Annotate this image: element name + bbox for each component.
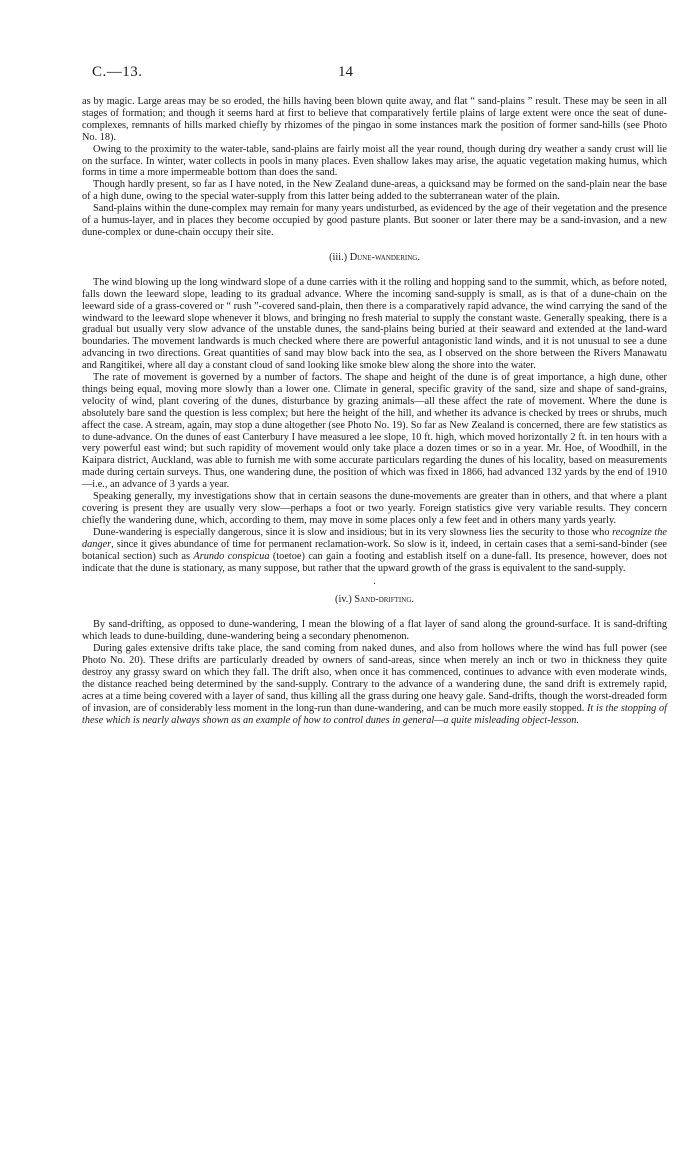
paragraph: as by magic. Large areas may be so eroded, the hills having been blown quite away, and flat “ sand-plains ” result. These may be seen in all stages of formation; and though it seems hard at first to believe that comparatively fertile plains of large extent were once the seat of dune-complexes, remnants of hills marked chiefly by rhizomes of the pingao in some instances mark the position of former sand-hills (see Photo No. 18). [82, 96, 667, 143]
species-name: Arundo conspicua [193, 550, 270, 562]
paragraph: By sand-drifting, as opposed to dune-wandering, I mean the blowing of a flat layer of sand along the ground-surface. It is sand-drifting which leads to dune-building, dune-wandering being a secondary phenomenon. [82, 619, 667, 643]
text-run: , since it gives abundance of time for permanent reclamation-work. So slow is it, indeed, in certain cases that a semi-sand-binder (see botanical section) such as [82, 538, 667, 562]
section-title: Dune-wandering. [349, 251, 420, 263]
paragraph: Owing to the proximity to the water-table, sand-plains are fairly moist all the year round, though during dry weather a sandy crust will lie on the surface. In winter, water collects in pools in many places. Even shallow lakes may arise, the aquatic vegetation making humus, which forms in time a more impermeable bottom than does the sand. [82, 143, 667, 179]
paragraph: The rate of movement is governed by a number of factors. The shape and height of the dune is of great importance, a high dune, other things being equal, moving more slowly than a lower one. Climate in general, specific gravity of the sand, size and shape of sand-grains, velocity of wind, plant covering of the dunes, disturbance by grazing animals—all these affect the rate of movement. Where the dune is absolutely bare sand the question is less complex; but here the height of the hill, and whether its advance is checked by trees or shrubs, much affect the case. A stream, again, may stop a dune altogether (see Photo No. 19). So far as New Zealand is concerned, there are few statistics as to dune-advance. On the dunes of east Canterbury I have measured a lee slope, 10 ft. high, which moved horizontally 2 ft. in ten hours with a very powerful east wind; but such rapidity of movement would only take place a dozen times or so in a year. Mr. Hoe, of Woodhill, in the Kaipara district, Auckland, was able to furnish me with some accurate particulars regarding the dunes of his locality, based on measurements made during certain surveys. Thus, one wandering dune, the position of which was fixed in 1866, had advanced 132 yards by the end of 1910—i.e., an advance of 3 yards a year. [82, 372, 667, 491]
italic-text: recognize the danger [82, 526, 667, 550]
paragraph: Speaking generally, my investigations show that in certain seasons the dune-movements are greater than in others, and that where a plant covering is present they are usually very slow—perhaps a foot or two yearly. Foreign statistics give very variable results. They concern chiefly the wandering dune, which, according to them, may move in some places only a few feet and in others many yards yearly. [82, 491, 667, 526]
paragraph: The wind blowing up the long windward slope of a dune carries with it the rolling and hopping sand to the summit, which, as before noted, falls down the leeward slope, leading to its gradual advance. Where the incoming sand-supply is small, as is that of a dune-chain on the leeward side of a grass-covered or “ rush ”-covered sand-plain, then there is a comparatively rapid advance, the wind carrying the sand of the windward to the leeward slope whenever it blows, and bringing no fresh material to supply the constant waste. Generally speaking, there is a gradual but usually very slow advance of the unstable dunes, the sand-plains being buried at their seaward and extended at the land-ward boundaries. The movement landwards is much checked where there are powerful antagonistic land winds, and it is not unusual to see a dune advancing in two directions. Great quantities of sand may blow back into the sea, as I observed on the shore between the Rivers Manawatu and Rangitikei, where all day a constant cloud of sand looking like smoke blew along the shore into the water. [82, 276, 667, 372]
paragraph-danger [82, 527, 667, 575]
section-heading-iv [82, 594, 667, 606]
paragraph: Sand-plains within the dune-complex may remain for many years undisturbed, as evidenced by the age of their vegetation and the presence of a humus-layer, and in places they become occupied by good pasture plants. But sooner or later there may be a sand-invasion, and a new dune-complex or dune-chain occupy their site. [82, 203, 667, 238]
text-run: (toetoe) can gain a footing and establish itself on a dune-fall. Its presence, however, does not indicate that the dune is stationary, as many suppose, but rather that the upward growth of the grass is equivalent to the sand-supply. [82, 550, 667, 574]
text-run: Dune-wandering is especially dangerous, since it is slow and insidious; but in its very slowness lies the security to those who [93, 526, 613, 538]
section-heading-iii [82, 252, 667, 264]
body-text [82, 96, 667, 727]
paragraph: Though hardly present, so far as I have noted, in the New Zealand dune-areas, a quicksand may be formed on the sand-plain near the base of a high dune, owing to the special water-supply from this latter being added to the subterranean water of the plain. [82, 179, 667, 203]
page-header [92, 64, 652, 88]
section-title: Sand-drifting. [354, 594, 414, 606]
section-numeral: (iii.) [329, 251, 348, 263]
section-numeral: (iv.) [335, 594, 352, 606]
italic-text: It is the stopping of these which is nearly always shown as an example of how to control dunes in general—a quite misleading object-lesson. [82, 702, 667, 726]
document-reference: C.—13. [92, 64, 143, 80]
separator-dot: · [372, 579, 377, 591]
text-run: During gales extensive drifts take place, the sand coming from naked dunes, and also from hollows where the wind has full power (see Photo No. 20). These drifts are particularly dreaded by owners of sand-areas, since when merely an inch or two in thickness they quite destroy any grassy sward on which they fall. The drift also, when once it has commenced, continues to advance with even moderate winds, the distance reached being determined by the sand-supply. Contrary to the advance of a wandering dune, the sand drift is extremely rapid, acres at a time being covered with a layer of sand, thus killing all the grass during one heavy gale. Sand-drifts, though the worst-dreaded form of invasion, are of considerably less moment in the long-run than dune-wandering, and can be much more easily stopped. [82, 643, 667, 714]
page-number: 14 [338, 64, 353, 80]
paragraph-gales [82, 643, 667, 726]
